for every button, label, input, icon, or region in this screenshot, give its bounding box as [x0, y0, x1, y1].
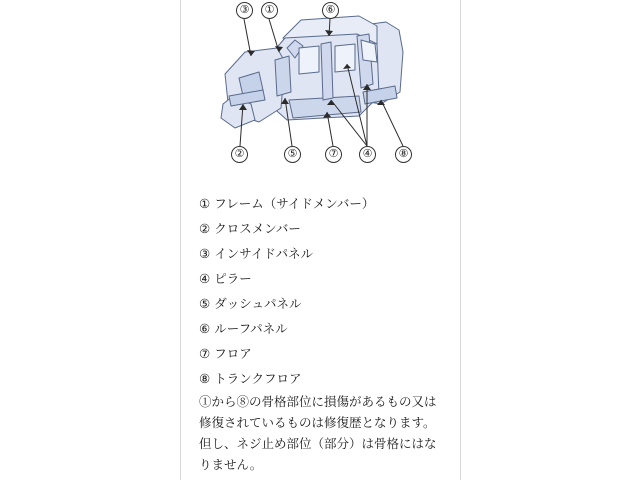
- list-item: [199, 192, 449, 217]
- callout-3: ③: [236, 2, 253, 19]
- car-body-frame-diagram: [181, 0, 460, 175]
- legend-number: ②: [199, 222, 211, 236]
- content-column: [180, 0, 461, 480]
- legend-list: [199, 192, 449, 392]
- list-item: [199, 267, 449, 292]
- legend-label: ダッシュパネル: [214, 297, 302, 311]
- legend-label: ルーフパネル: [214, 322, 288, 336]
- notes-line-2: 修復されているものは修復歴となります。: [199, 416, 436, 430]
- list-item: [199, 367, 449, 392]
- list-item: [199, 292, 449, 317]
- callout-6: ⑥: [322, 2, 339, 19]
- car-body-illustration: [181, 0, 460, 175]
- legend-number: ④: [199, 272, 211, 286]
- legend-number: ⑤: [199, 297, 211, 311]
- notes-line-3: 但し、ネジ止め部位（部分）は骨格にはな: [199, 437, 437, 451]
- legend-label: フレーム（サイドメンバー）: [214, 197, 375, 211]
- legend-number: ①: [199, 197, 211, 211]
- list-item: [199, 242, 449, 267]
- legend-number: ⑦: [199, 347, 211, 361]
- left-margin: [0, 0, 180, 480]
- list-item: [199, 342, 449, 367]
- callout-8: ⑧: [395, 146, 412, 163]
- legend-number: ⑧: [199, 372, 211, 386]
- callout-1: ①: [261, 2, 278, 19]
- notes-block: [199, 392, 449, 476]
- list-item: [199, 217, 449, 242]
- callout-2: ②: [231, 146, 248, 163]
- callout-4: ④: [359, 146, 376, 163]
- callout-7: ⑦: [325, 146, 342, 163]
- legend-label: トランクフロア: [214, 372, 302, 386]
- legend-number: ⑥: [199, 322, 211, 336]
- legend-number: ③: [199, 247, 211, 261]
- callout-5: ⑤: [284, 146, 301, 163]
- notes-line-1: ①から⑧の骨格部位に損傷があるもの又は: [199, 395, 437, 409]
- notes-line-4: りません。: [199, 458, 263, 472]
- legend-label: インサイドパネル: [214, 247, 314, 261]
- list-item: [199, 317, 449, 342]
- right-margin: [460, 0, 640, 480]
- legend-label: クロスメンバー: [214, 222, 301, 236]
- legend-label: フロア: [214, 347, 252, 361]
- legend-label: ピラー: [214, 272, 252, 286]
